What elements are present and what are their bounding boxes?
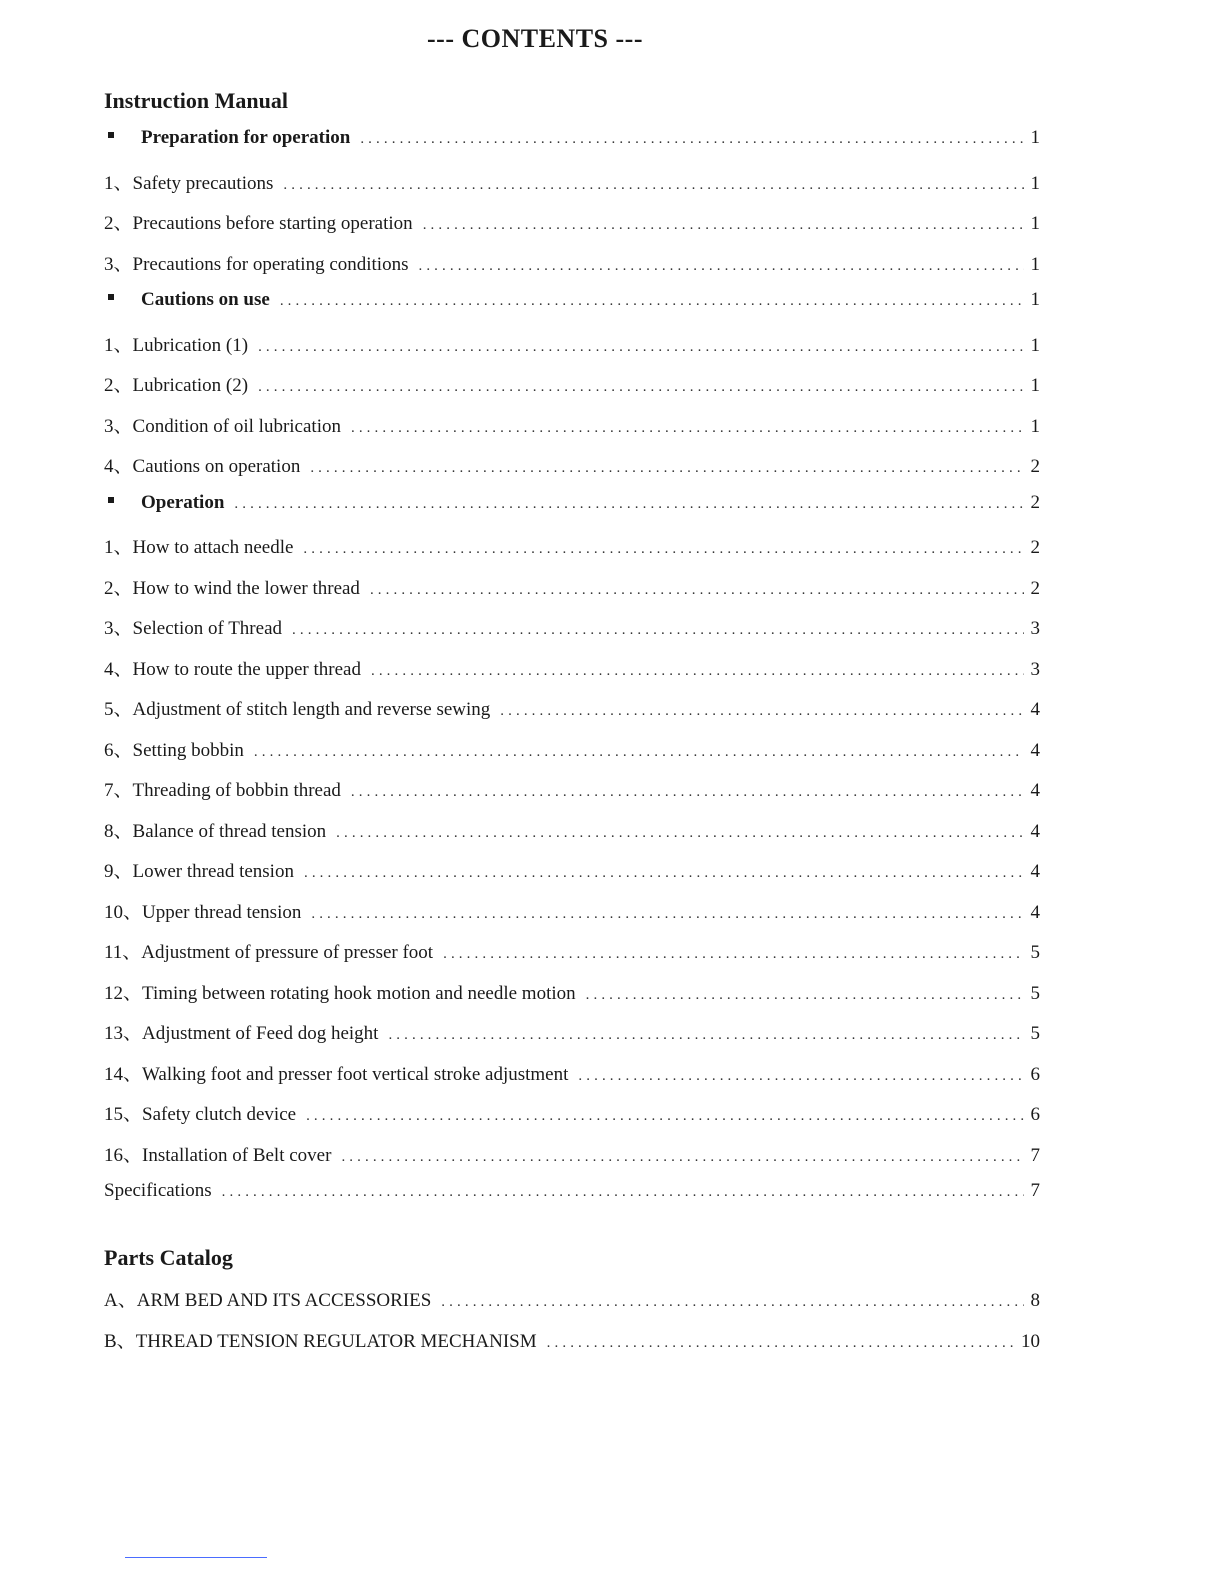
toc-entry[interactable] xyxy=(104,1180,1040,1221)
dot-leader xyxy=(370,582,1024,599)
toc-entry-label: ARM BED AND ITS ACCESSORIES xyxy=(136,1290,432,1311)
toc-entry-label: Lubrication (1) xyxy=(132,334,249,356)
toc-entry-page: 4 xyxy=(1030,739,1040,761)
toc-entry-number: 14、 xyxy=(104,1063,143,1085)
toc-entry-page: 7 xyxy=(1030,1180,1040,1201)
toc-entry-number: 3、 xyxy=(104,253,133,275)
toc-entry[interactable] xyxy=(104,573,1040,614)
toc-entry[interactable] xyxy=(104,1099,1040,1140)
toc-entry-page: 5 xyxy=(1030,942,1040,963)
toc-entry[interactable] xyxy=(104,978,1040,1019)
toc-entry-page: 10 xyxy=(1021,1330,1040,1352)
dot-leader xyxy=(280,293,1024,310)
toc-entry[interactable] xyxy=(104,1059,1040,1100)
toc-entry[interactable] xyxy=(104,168,1040,209)
instruction-manual-heading: Instruction Manual xyxy=(104,88,288,113)
toc-entry[interactable] xyxy=(104,370,1040,411)
toc-entry-number: 9、 xyxy=(104,861,133,882)
dot-leader xyxy=(336,825,1024,842)
toc-entry-number: 5、 xyxy=(104,699,133,720)
toc-entry-page: 1 xyxy=(1030,289,1040,310)
toc-entry[interactable] xyxy=(104,1018,1040,1059)
toc-entry-number: 4、 xyxy=(104,658,133,680)
toc-entry-number: 11、 xyxy=(104,942,142,963)
toc-entry-label: Threading of bobbin thread xyxy=(132,780,341,801)
dot-leader xyxy=(304,865,1024,882)
toc-entry-number: 16、 xyxy=(104,1144,143,1166)
toc-entry-page: 4 xyxy=(1030,901,1040,923)
toc-entry[interactable] xyxy=(104,492,1040,533)
toc-entry-label: Precautions before starting operation xyxy=(132,213,413,234)
parts-catalog-toc xyxy=(104,1285,1040,1366)
toc-entry-label: Selection of Thread xyxy=(132,618,283,639)
dot-leader xyxy=(258,339,1024,356)
parts-catalog-heading: Parts Catalog xyxy=(104,1245,233,1270)
toc-entry-label: Condition of oil lubrication xyxy=(132,415,341,437)
toc-entry-label: Preparation for operation xyxy=(141,127,351,148)
toc-entry-page: 1 xyxy=(1030,334,1040,356)
instruction-manual-toc xyxy=(104,127,1040,1221)
dot-leader xyxy=(423,217,1024,234)
dot-leader xyxy=(418,258,1024,275)
toc-entry-label: Walking foot and presser foot vertical stroke adjustment xyxy=(142,1063,569,1085)
toc-entry-page: 1 xyxy=(1030,253,1040,275)
toc-entry[interactable] xyxy=(104,1140,1040,1181)
toc-entry[interactable] xyxy=(104,532,1040,573)
dot-leader xyxy=(254,744,1024,761)
dot-leader xyxy=(578,1068,1024,1085)
dot-leader xyxy=(351,784,1024,801)
dot-leader xyxy=(500,703,1024,720)
toc-entry[interactable] xyxy=(104,694,1040,735)
toc-entry[interactable] xyxy=(104,897,1040,938)
toc-entry[interactable] xyxy=(104,330,1040,371)
toc-entry[interactable] xyxy=(104,1326,1040,1367)
toc-entry[interactable] xyxy=(104,816,1040,857)
toc-entry-page: 2 xyxy=(1030,577,1040,599)
toc-entry-number: 2、 xyxy=(104,213,133,234)
toc-entry-page: 5 xyxy=(1030,982,1040,1004)
dot-leader xyxy=(443,946,1024,963)
toc-entry-page: 2 xyxy=(1030,537,1040,558)
toc-entry-number: 13、 xyxy=(104,1023,143,1044)
toc-entry-number: 6、 xyxy=(104,739,133,761)
toc-entry-page: 6 xyxy=(1030,1104,1040,1125)
dot-leader xyxy=(234,496,1024,513)
toc-entry[interactable] xyxy=(104,411,1040,452)
link-underline xyxy=(125,1557,267,1558)
toc-entry-page: 3 xyxy=(1030,618,1040,639)
toc-entry-page: 8 xyxy=(1030,1290,1040,1311)
toc-entry-label: Balance of thread tension xyxy=(132,820,327,842)
dot-leader xyxy=(306,1108,1024,1125)
toc-entry[interactable] xyxy=(104,289,1040,330)
toc-entry-number: 2、 xyxy=(104,577,133,599)
toc-entry[interactable] xyxy=(104,249,1040,290)
toc-entry-page: 2 xyxy=(1030,491,1040,513)
toc-entry-label: How to attach needle xyxy=(132,537,294,558)
dot-leader xyxy=(586,987,1024,1004)
toc-entry-label: Upper thread tension xyxy=(142,901,302,923)
toc-entry-page: 4 xyxy=(1030,820,1040,842)
toc-entry-label: Cautions on operation xyxy=(132,456,301,477)
toc-entry-label: THREAD TENSION REGULATOR MECHANISM xyxy=(135,1330,537,1352)
dot-leader xyxy=(310,460,1024,477)
toc-entry-label: Installation of Belt cover xyxy=(142,1144,332,1166)
dot-leader xyxy=(360,131,1024,148)
toc-entry[interactable] xyxy=(104,613,1040,654)
toc-entry-label: How to wind the lower thread xyxy=(132,577,360,599)
toc-entry-label: Adjustment of stitch length and reverse sewing xyxy=(132,699,491,720)
toc-entry-label: Safety precautions xyxy=(132,172,274,194)
toc-entry-number: 7、 xyxy=(104,780,133,801)
toc-entry-number: 12、 xyxy=(104,982,143,1004)
dot-leader xyxy=(303,541,1024,558)
dot-leader xyxy=(222,1184,1024,1201)
toc-entry-number: 3、 xyxy=(104,415,133,437)
dot-leader xyxy=(371,663,1024,680)
page-title: --- CONTENTS --- xyxy=(427,24,643,53)
toc-entry-page: 1 xyxy=(1030,375,1040,396)
toc-entry-number: 1、 xyxy=(104,172,133,194)
toc-entry[interactable] xyxy=(104,1285,1040,1326)
dot-leader xyxy=(388,1027,1024,1044)
toc-entry-number: 8、 xyxy=(104,820,133,842)
toc-entry-number: A、 xyxy=(104,1290,137,1311)
dot-leader xyxy=(341,1149,1024,1166)
toc-entry[interactable] xyxy=(104,735,1040,776)
toc-entry-label: Safety clutch device xyxy=(142,1104,297,1125)
toc-entry[interactable] xyxy=(104,127,1040,168)
dot-leader xyxy=(258,379,1024,396)
toc-entry-page: 1 xyxy=(1030,127,1040,148)
dot-leader xyxy=(441,1294,1024,1311)
toc-entry-label: Precautions for operating conditions xyxy=(132,253,409,275)
toc-entry-page: 4 xyxy=(1030,780,1040,801)
toc-entry[interactable] xyxy=(104,856,1040,897)
toc-entry-number: B、 xyxy=(104,1330,136,1352)
toc-entry-label: Adjustment of Feed dog height xyxy=(142,1023,379,1044)
toc-entry-page: 5 xyxy=(1030,1023,1040,1044)
toc-entry-page: 6 xyxy=(1030,1063,1040,1085)
toc-entry-label: Timing between rotating hook motion and needle motion xyxy=(142,982,576,1004)
toc-entry-number: 15、 xyxy=(104,1104,143,1125)
toc-entry[interactable] xyxy=(104,654,1040,695)
toc-entry-number: 4、 xyxy=(104,456,133,477)
toc-entry-page: 3 xyxy=(1030,658,1040,680)
toc-entry-page: 7 xyxy=(1030,1144,1040,1166)
toc-entry-label: Operation xyxy=(141,491,225,513)
toc-entry-label: Adjustment of pressure of presser foot xyxy=(141,942,434,963)
toc-entry-page: 4 xyxy=(1030,699,1040,720)
toc-entry-number: 1、 xyxy=(104,537,133,558)
toc-entry-page: 4 xyxy=(1030,861,1040,882)
toc-entry-number: 1、 xyxy=(104,334,133,356)
dot-leader xyxy=(292,622,1024,639)
toc-entry-page: 2 xyxy=(1030,456,1040,477)
toc-entry-label: Specifications xyxy=(104,1180,212,1201)
dot-leader xyxy=(311,906,1024,923)
toc-entry-label: Lubrication (2) xyxy=(132,375,249,396)
toc-entry-label: Setting bobbin xyxy=(132,739,244,761)
toc-entry-page: 1 xyxy=(1030,213,1040,234)
toc-entry-label: Lower thread tension xyxy=(132,861,294,882)
dot-leader xyxy=(351,420,1024,437)
toc-entry-page: 1 xyxy=(1030,172,1040,194)
dot-leader xyxy=(547,1335,1015,1352)
toc-entry[interactable] xyxy=(104,937,1040,978)
toc-entry[interactable] xyxy=(104,775,1040,816)
toc-entry-label: Cautions on use xyxy=(141,289,270,310)
dot-leader xyxy=(283,177,1024,194)
toc-entry[interactable] xyxy=(104,451,1040,492)
toc-entry-number: 3、 xyxy=(104,618,133,639)
toc-entry[interactable] xyxy=(104,208,1040,249)
toc-entry-page: 1 xyxy=(1030,415,1040,437)
toc-entry-number: 2、 xyxy=(104,375,133,396)
toc-entry-label: How to route the upper thread xyxy=(132,658,361,680)
toc-entry-number: 10、 xyxy=(104,901,143,923)
